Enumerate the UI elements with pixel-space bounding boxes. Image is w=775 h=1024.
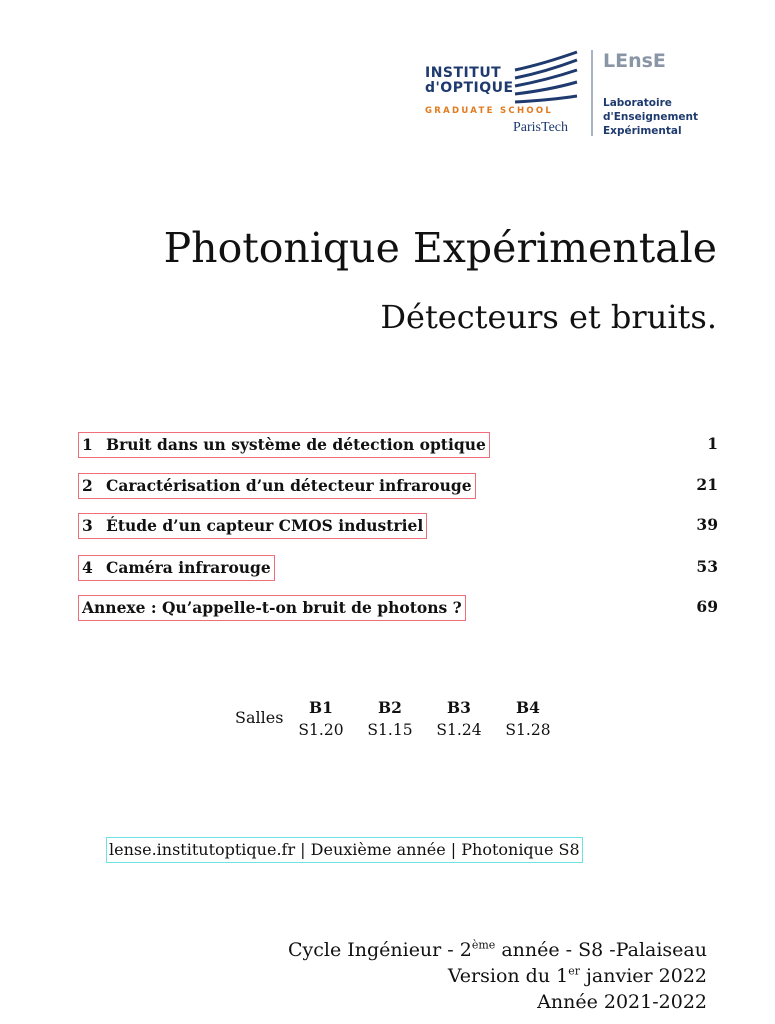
website-link[interactable]: lense.institutoptique.fr | Deuxième année | Photonique S8 — [106, 837, 583, 863]
salle-room: S1.15 — [367, 721, 413, 739]
lense-sub-line1: Laboratoire — [603, 97, 672, 109]
toc-label: Bruit dans un système de détection optique — [106, 435, 486, 454]
salle-room: S1.24 — [436, 721, 482, 739]
institut-optique-logo-text — [425, 66, 514, 96]
toc-label: Étude d’un capteur CMOS industriel — [106, 516, 424, 535]
toc-entry — [78, 513, 718, 539]
lense-logo-subtitle — [603, 96, 698, 138]
salle-column — [291, 696, 351, 742]
toc-page-number: 21 — [696, 475, 718, 494]
salle-column — [360, 696, 420, 742]
salle-group: B3 — [447, 698, 471, 717]
toc-link[interactable] — [78, 513, 427, 539]
lense-sub-line3: Expérimental — [603, 125, 682, 137]
cycle-line — [288, 937, 707, 963]
toc-link[interactable] — [78, 473, 476, 499]
version-text: Version du 1 — [447, 965, 569, 987]
toc-label: Caméra infrarouge — [106, 558, 271, 577]
toc-page-number: 39 — [696, 515, 718, 534]
document-subtitle: Détecteurs et bruits. — [380, 298, 717, 336]
lense-logo-title: LEnsE — [603, 50, 666, 72]
toc-entry — [78, 555, 718, 581]
toc-page-number: 53 — [696, 557, 718, 576]
salle-group: B1 — [309, 698, 333, 717]
salle-column — [498, 696, 558, 742]
cycle-info — [288, 937, 707, 1015]
toc-page-number: 69 — [696, 597, 718, 616]
toc-link[interactable] — [78, 432, 490, 458]
toc-link[interactable] — [78, 555, 275, 581]
lense-sub-line2: d'Enseignement — [603, 111, 699, 123]
toc-label: Caractérisation d’un détecteur infrarouge — [106, 476, 472, 495]
toc-number: 1 — [82, 435, 93, 454]
graduate-school-label: GRADUATE SCHOOL — [425, 106, 554, 116]
io-line2: d'OPTIQUE — [425, 80, 514, 96]
toc-number: 2 — [82, 476, 93, 495]
document-title: Photonique Expérimentale — [163, 224, 717, 272]
toc-entry — [78, 432, 718, 458]
version-line — [288, 963, 707, 989]
toc-page-number: 1 — [707, 434, 718, 453]
cycle-text: Cycle Ingénieur - 2 — [287, 939, 472, 961]
version-text: janvier 2022 — [579, 965, 707, 987]
paristech-label: ParisTech — [513, 120, 569, 135]
header-logos — [425, 46, 725, 146]
toc-number: 4 — [82, 558, 93, 577]
salle-group: B2 — [378, 698, 402, 717]
cycle-sup: ème — [471, 938, 496, 952]
year-line: Année 2021-2022 — [537, 991, 707, 1013]
cycle-text: année - S8 -Palaiseau — [495, 939, 707, 961]
version-sup: er — [568, 964, 580, 978]
salle-group: B4 — [516, 698, 540, 717]
toc-number: 3 — [82, 516, 93, 535]
io-line1: INSTITUT — [425, 65, 502, 81]
salle-column — [429, 696, 489, 742]
salle-room: S1.28 — [505, 721, 551, 739]
toc-entry — [78, 595, 718, 621]
logo-divider — [591, 50, 593, 136]
salles-label: Salles — [235, 708, 284, 727]
toc-label: Annexe : Qu’appelle-t-on bruit de photons ? — [82, 598, 462, 617]
institut-optique-waves-icon — [513, 50, 579, 106]
toc-link-annexe[interactable] — [78, 595, 466, 621]
toc-entry — [78, 473, 718, 499]
salle-room: S1.20 — [298, 721, 344, 739]
